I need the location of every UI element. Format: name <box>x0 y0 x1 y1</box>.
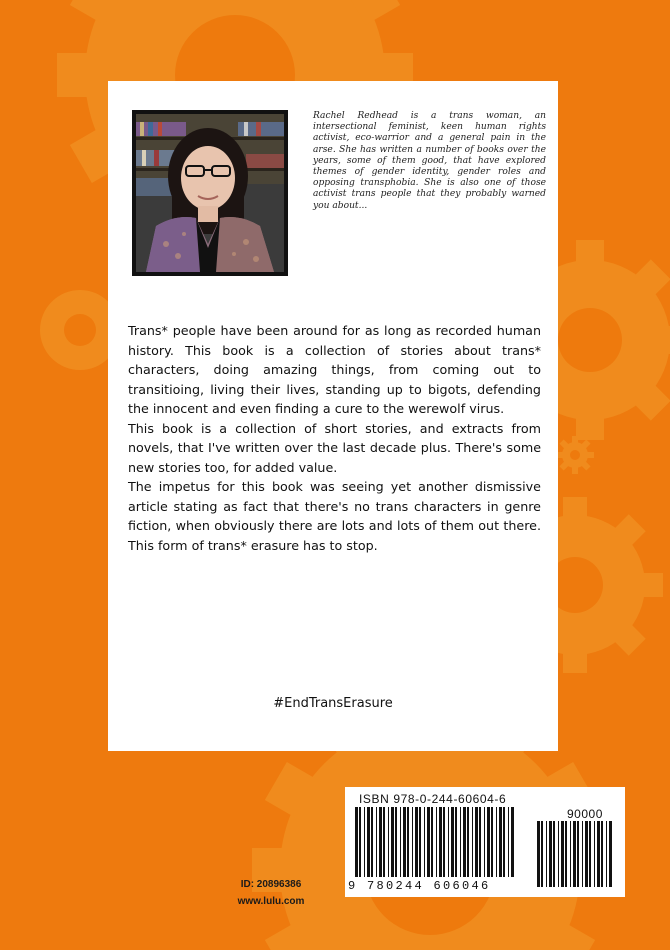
book-blurb <box>128 321 541 555</box>
hashtag: #EndTransErasure <box>273 696 393 711</box>
author-bio: Rachel Redhead is a trans woman, an intersectional feminist, keen human rights activist, eco-warrior and a general pain in the arse. She has written a number of books over the years, some of them good, that have explored themes of gender identity, gender roles and opposing transphobia. She is also one of those activist trans people that they probably warned you about... <box>313 111 546 211</box>
isbn-barcode <box>345 787 625 897</box>
addon-barcode-bars <box>537 821 613 887</box>
publisher-id: ID: 20896386 <box>240 879 302 890</box>
price-code: 90000 <box>567 807 603 821</box>
isbn-label: ISBN 978-0-244-60604-6 <box>359 792 507 806</box>
ean-barcode-bars <box>355 807 515 877</box>
publisher-info <box>226 876 316 910</box>
author-photo <box>132 110 288 276</box>
author-portrait-image <box>136 114 284 272</box>
ean-digits: 780244 606046 <box>367 879 491 893</box>
blurb-paragraph-1: Trans* people have been around for as long as recorded human history. This book is a collection of stories about trans* characters, doing amazing things, from coming out to transitioing, living their lives, standing up to bigots, defending the innocent and even finding a cure to the werewolf virus. <box>128 323 541 416</box>
ean-lead-digit: 9 <box>348 879 356 893</box>
publisher-url: www.lulu.com <box>237 896 305 907</box>
blurb-paragraph-3: The impetus for this book was seeing yet another dismissive article stating as fact that there's no trans characters in genre fiction, when obviously there are lots and lots of them out there. This form of trans* erasure has to stop. <box>128 479 541 553</box>
back-cover-panel <box>108 81 558 751</box>
blurb-paragraph-2: This book is a collection of short stories, and extracts from novels, that I've written over the last decade plus. There's some new stories too, for added value. <box>128 420 541 475</box>
